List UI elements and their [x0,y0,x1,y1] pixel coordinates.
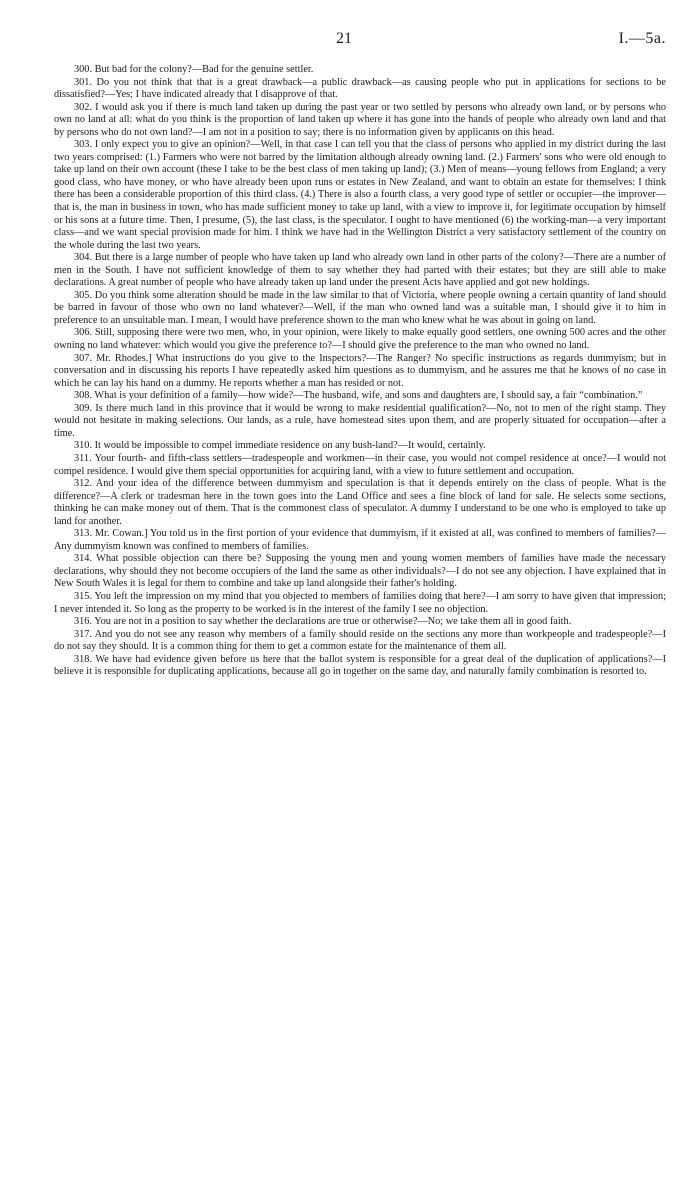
paragraph-305: 305. Do you think some alteration should be made in the law similar to that of Victoria, where people owning a certain quantity of land should be barred in favour of those who own no land whatever?—Well, if the man who owned land was a suitable man, I should give it to him in preference to an unsuitable man. I mean, I would have preference shown to the man who knew what he was about in going on land. [54,289,666,326]
paragraph-311: 311. Your fourth- and fifth-class settlers—tradespeople and workmen—in their case, you would not compel residence at once?—I would not compel residence. I would give them special opportunities for acquiring land, with a view to future settlement and occupation. [54,452,666,477]
paragraph-309: 309. Is there much land in this province that it would be wrong to make residential qualification?—No, not to men of the right stamp. They would not hesitate in making selections. Our lands, as a rule, have homestead sites upon them, and are properly situated for occupation—after a time. [54,402,666,439]
paragraph-300: 300. But bad for the colony?—Bad for the genuine settler. [74,64,314,75]
evidence-body [54,64,666,679]
paragraph-304: 304. But there is a large number of people who have taken up land who already own land in other parts of the colony?—There are a number of men in the South. I have not sufficient knowledge of them to say whether they had parted with their estates; but they are still able to make declarations. A great number of people who have already taken up land under the present Acts have applied and got new holdings. [54,252,666,289]
paragraph-315: 315. You left the impression on my mind that you objected to members of families doing that here?—I am sorry to have given that impression; I never intended it. So long as the property to be worked is in the interest of the family I see no objection. [54,590,666,615]
document-reference: I.—5a. [618,30,666,47]
paragraph-316: 316. You are not in a position to say whether the declarations are true or otherwise?—No; we take them all in good faith. [74,616,572,628]
paragraph-308: 308. What is your definition of a family—how wide?—The husband, wife, and sons and daughters are, I should say, a fair “combination.” [74,390,643,402]
paragraph-314: 314. What possible objection can there be? Supposing the young men and young women members of families have made the necessary declarations, why should they not become occupiers of the land the same as other individuals?—I do not see any objection. I have explained that in New South Wales it is legal for them to combine and take up land alongside their father's holding. [54,553,666,590]
paragraph-302: 302. I would ask you if there is much land taken up during the past year or two settled by persons who already own land, or by persons who own no land at all: what do you think is the proportion of land taken up where it has gone into the hands of people who already own land and that by persons who do not own land?—I am not in a position to say; there is no information given by applicants on this head. [54,101,666,138]
paragraph-312: 312. And your idea of the difference between dummyism and speculation is that it depends entirely on the class of people. What is the difference?—A clerk or tradesman here in the town goes into the Land Office and sees a fine block of land for sale. He selects some sections, thinking he can make money out of them. That is the commonest class of speculator. A dummy I understand to be one who is employed to take up land for another. [54,478,666,527]
paragraph-318: 318. We have had evidence given before us here that the ballot system is responsible for a great deal of the duplication of applications?—I believe it is responsible for duplicating applications, because all go in together on the same day, and naturally family combination is resorted to. [54,653,666,678]
page-number: 21 [336,30,352,47]
paragraph-307: 307. Mr. Rhodes.] What instructions do you give to the Inspectors?—The Ranger? No specific instructions as regards dummyism; but in conversation and in discussing his reports I have repeatedly asked him questions as to dummyism, and he assures me that he knows of no case in which he can lay his hand on a dummy. He reports whether a man has resided or not. [54,352,666,389]
document-page [54,30,666,679]
paragraph-303: 303. I only expect you to give an opinion?—Well, in that case I can tell you that the class of persons who applied in my district during the last two years comprised: (1.) Farmers who were not barred by the limitation although already owning land. (2.) Farmers' sons who were old enough to take up land on their own account (these I take to be the best class of men taking up land); (3.) Men of means—young fellows from England; a very good class, who have money, or who have already been upon runs or estates in New Zealand, and want to obtain an estate for themselves: I think there has been a considerable proportion of this third class. (4.) There is also a fourth class, a very good type of settler or occupier—the improver—that is, the man in business in town, who has made sufficient money to take up land, with a view to improve it, for legitimate occupation by himself or his sons at a future time. Then, I presume, (5), the last class, is the speculator. I ought to have mentioned (6) the working-man—a very important class—and we want special provision made for him. I think we have had in the Wellington District a very satisfactory settlement of the country on the whole during the last two years. [54,139,666,251]
paragraph-317: 317. And you do not see any reason why members of a family should reside on the sections any more than workpeople and tradespeople?—I do not say they should. It is a common thing for them to get a common estate for the maintenance of them all. [54,628,666,653]
paragraph-306: 306. Still, supposing there were two men, who, in your opinion, were likely to make equally good settlers, one owning 500 acres and the other owning no land whatever: which would you give the preference to?—I should give the preference to the man who owned no land. [54,327,666,352]
paragraph-313: 313. Mr. Cowan.] You told us in the first portion of your evidence that dummyism, if it existed at all, was confined to members of families?—Any dummyism known was confined to members of families. [54,528,666,552]
paragraph-310: 310. It would be impossible to compel immediate residence on any bush-land?—It would, certainly. [74,440,486,452]
page-header [54,30,666,54]
paragraph-301: 301. Do you not think that that is a great drawback—a public drawback—as causing people who put in applications for sections to be dissatisfied?—Yes; I have indicated already that I disapprove of that. [54,76,666,101]
